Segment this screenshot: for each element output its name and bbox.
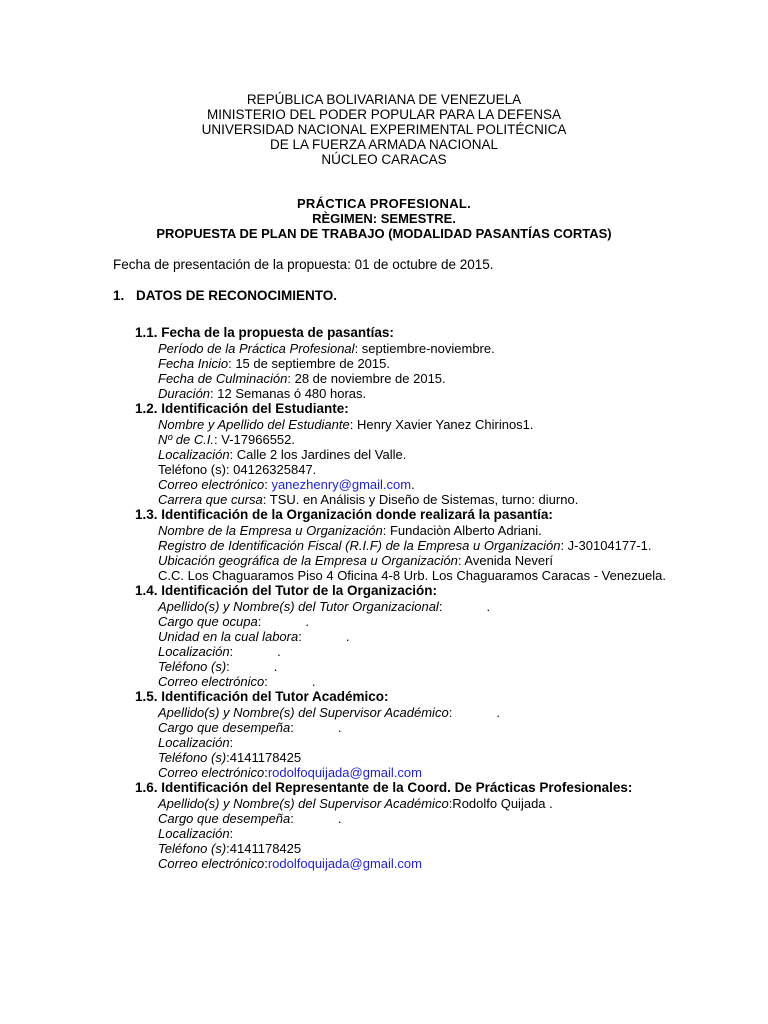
field-label: Carrera que cursa [158, 492, 263, 507]
field-label: Teléfono (s): 04126325847. [158, 462, 317, 477]
field-label: Fecha de Culminación [158, 371, 288, 386]
field-value: : septiembre-noviembre. [354, 341, 495, 356]
localizacion-line [158, 826, 666, 841]
subsection-title: 1.1. Fecha de la propuesta de pasantías: [135, 325, 394, 340]
cargo-line [158, 811, 666, 826]
field-value: :4141178425 [226, 750, 302, 765]
field-label: Duración [158, 386, 211, 401]
email-link[interactable]: rodolfoquijada@gmail.com [267, 765, 422, 780]
field-label: Cargo que desempeña [158, 720, 291, 735]
subsection-title: 1.3. Identificación de la Organización donde realizará la pasantía: [135, 507, 553, 522]
subsection-title: 1.6. Identificación del Representante de la Coord. De Prácticas Profesionales: [135, 780, 633, 795]
section-1-heading [113, 288, 337, 303]
periodo-line [158, 341, 666, 356]
field-value: : TSU. en Análisis y Diseño de Sistemas, turno: diurno. [262, 492, 579, 507]
field-value: : [290, 720, 294, 735]
field-end: . [337, 811, 342, 826]
subsection-title: 1.5. Identificación del Tutor Académico: [135, 689, 389, 704]
field-value: : 12 Semanas ó 480 horas. [210, 386, 367, 401]
field-label: Teléfono (s) [158, 841, 227, 856]
ci-line [158, 432, 666, 447]
subsection-1-6 [135, 780, 666, 871]
header-line-3: UNIVERSIDAD NACIONAL EXPERIMENTAL POLITÉCNICA [201, 122, 567, 137]
field-separator: : [264, 765, 268, 780]
subsection-1-3 [135, 507, 666, 583]
field-value: : [264, 674, 268, 689]
unidad-line [158, 629, 666, 644]
header-line-4: DE LA FUERZA ARMADA NACIONAL [269, 137, 499, 152]
presentation-date: Fecha de presentación de la propuesta: 01 de octubre de 2015. [113, 257, 494, 272]
empresa-line [158, 523, 666, 538]
subsection-title: 1.2. Identificación del Estudiante: [135, 401, 349, 416]
field-end: . [486, 599, 491, 614]
field-value: : J-30104177-1. [560, 538, 652, 553]
field-value: : Fundaciòn Alberto Adriani. [382, 523, 542, 538]
field-label: Correo electrónico [158, 477, 265, 492]
telefono-line [158, 841, 666, 856]
header-line-2: MINISTERIO DEL PODER POPULAR PARA LA DEFENSA [206, 107, 562, 122]
field-label: Apellido(s) y Nombre(s) del Tutor Organizacional [158, 599, 439, 614]
field-value: : [290, 811, 294, 826]
field-label: Fecha Inicio [158, 356, 229, 371]
correo-line [158, 477, 666, 492]
rif-line [158, 538, 666, 553]
field-end: . [345, 629, 350, 644]
field-value: : V-17966552. [214, 432, 296, 447]
ubicacion-line [158, 553, 666, 568]
correo-line [158, 674, 666, 689]
field-end: . [277, 644, 281, 659]
field-label: Correo electrónico [158, 765, 265, 780]
field-value: :Rodolfo Quijada . [448, 796, 553, 811]
field-label: Nº de C.I. [158, 432, 215, 447]
field-label: Teléfono (s) [158, 659, 227, 674]
field-value: : [226, 659, 230, 674]
subsections [135, 325, 666, 871]
duracion-line [158, 386, 666, 401]
cargo-line [158, 720, 666, 735]
title-line-2: RÈGIMEN: SEMESTRE. [312, 211, 456, 226]
email-link[interactable]: rodolfoquijada@gmail.com [267, 856, 422, 871]
field-label: Cargo que desempeña [158, 811, 291, 826]
telefono-line [158, 659, 666, 674]
subsection-title: 1.4. Identificación del Tutor de la Organización: [135, 583, 438, 598]
localizacion-line [158, 644, 666, 659]
field-value: : [298, 629, 302, 644]
carrera-line [158, 492, 666, 507]
telefono-line [158, 462, 666, 477]
subsection-1-2 [135, 401, 666, 507]
field-end: . [311, 674, 316, 689]
subsection-1-5 [135, 689, 666, 780]
field-label: Localización [158, 735, 230, 750]
field-label: Período de la Práctica Profesional [158, 341, 355, 356]
field-value: : [257, 614, 262, 629]
field-end: . [496, 705, 500, 720]
field-end: . [273, 659, 278, 674]
field-end: . [305, 614, 309, 629]
institution-header [0, 92, 768, 167]
field-label: Localización [158, 644, 230, 659]
field-label: Nombre de la Empresa u Organización [158, 523, 383, 538]
field-label: Localización [158, 447, 230, 462]
field-end: . [411, 477, 415, 492]
telefono-line [158, 750, 666, 765]
correo-line [158, 765, 666, 780]
field-label: Localización [158, 826, 230, 841]
correo-line [158, 856, 666, 871]
field-value: : [438, 599, 443, 614]
nombre-line [158, 417, 666, 432]
document-title [0, 196, 768, 241]
field-label: Cargo que ocupa [158, 614, 258, 629]
supervisor-nombre-line [158, 796, 666, 811]
field-label: Correo electrónico [158, 856, 265, 871]
field-value: : 28 de noviembre de 2015. [287, 371, 446, 386]
supervisor-nombre-line [158, 705, 666, 720]
field-value: : Avenida Neverí [457, 553, 554, 568]
field-value: : [229, 644, 234, 659]
subsection-1-1 [135, 325, 666, 401]
field-value: : Henry Xavier Yanez Chirinos1. [349, 417, 534, 432]
field-separator: : [264, 856, 268, 871]
field-label: Apellido(s) y Nombre(s) del Supervisor Académico [158, 705, 449, 720]
field-label: Correo electrónico [158, 674, 265, 689]
localizacion-line [158, 447, 666, 462]
cargo-line [158, 614, 666, 629]
subsection-1-4 [135, 583, 666, 689]
title-line-1: PRÁCTICA PROFESIONAL. [296, 196, 472, 211]
field-label: Registro de Identificación Fiscal (R.I.F) de la Empresa u Organización [158, 538, 561, 553]
header-line-1: REPÚBLICA BOLIVARIANA DE VENEZUELA [246, 92, 522, 107]
email-link[interactable]: yanezhenry@gmail.com [271, 477, 412, 492]
section-title: DATOS DE RECONOCIMIENTO. [136, 288, 338, 303]
fecha-culminacion-line [158, 371, 666, 386]
field-value: : 15 de septiembre de 2015. [228, 356, 390, 371]
field-label: Ubicación geográfica de la Empresa u Organización [158, 553, 458, 568]
field-value: : [229, 735, 234, 750]
field-label: Nombre y Apellido del Estudiante [158, 417, 350, 432]
field-end: . [337, 720, 342, 735]
field-value: :4141178425 [226, 841, 302, 856]
field-separator: : [264, 477, 272, 492]
field-value: : Calle 2 los Jardines del Valle. [229, 447, 407, 462]
localizacion-line [158, 735, 666, 750]
field-label: Unidad en la cual labora [158, 629, 299, 644]
field-value: : [229, 826, 234, 841]
field-label: Apellido(s) y Nombre(s) del Supervisor Académico [158, 796, 449, 811]
fecha-inicio-line [158, 356, 666, 371]
field-value: : [448, 705, 453, 720]
direccion-line: C.C. Los Chaguaramos Piso 4 Oficina 4-8 Urb. Los Chaguaramos Caracas - Venezuela. [158, 568, 666, 583]
header-line-5: NÚCLEO CARACAS [321, 152, 447, 167]
title-line-3: PROPUESTA DE PLAN DE TRABAJO (MODALIDAD PASANTÍAS CORTAS) [156, 226, 612, 241]
field-label: Teléfono (s) [158, 750, 227, 765]
tutor-nombre-line [158, 599, 666, 614]
section-number: 1. [113, 288, 125, 303]
